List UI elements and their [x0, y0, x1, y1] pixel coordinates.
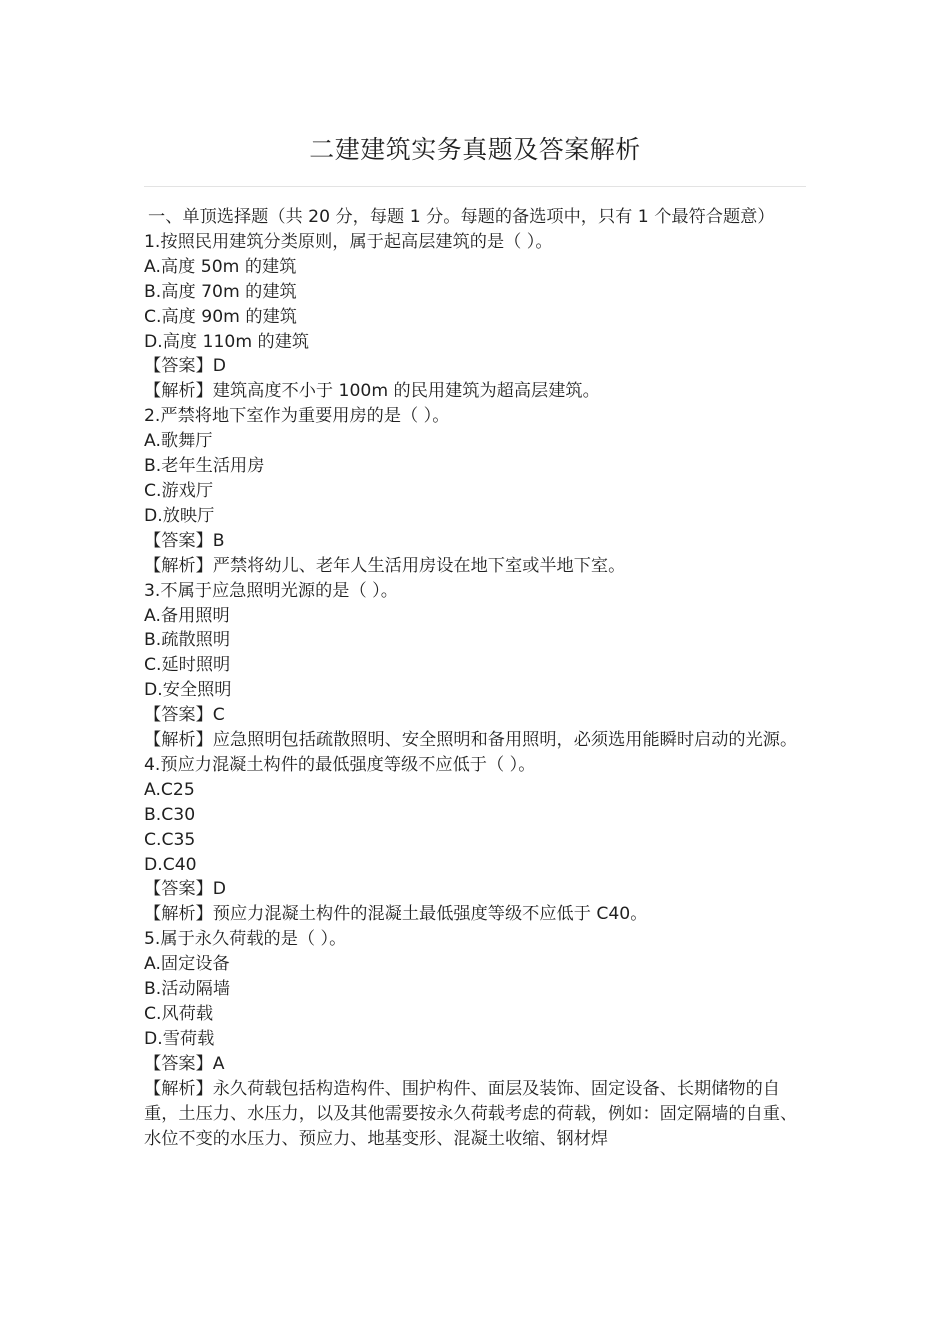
answer-line: 【答案】D — [144, 356, 226, 377]
explanation-line: 【解析】预应力混凝土构件的混凝土最低强度等级不应低于 C40。 — [144, 904, 648, 925]
question-2-stem: 2.严禁将地下室作为重要用房的是（ ）。 — [144, 406, 450, 427]
option-line: C.C35 — [144, 829, 196, 850]
option-line: C.高度 90m 的建筑 — [144, 306, 297, 327]
option-line: B.疏散照明 — [144, 630, 231, 651]
option-line: D.安全照明 — [144, 680, 232, 701]
option-line: A.C25 — [144, 779, 195, 800]
option-line: A.歌舞厅 — [144, 431, 213, 452]
answer-line: 【答案】A — [144, 1053, 225, 1074]
option-line: C.风荷载 — [144, 1004, 214, 1024]
option-line: B.C30 — [144, 804, 196, 825]
option-line: B.高度 70m 的建筑 — [144, 281, 297, 302]
option-line: D.雪荷载 — [144, 1028, 215, 1049]
option-line: D.C40 — [144, 854, 197, 875]
explanation-line: 【解析】严禁将幼儿、老年人生活用房设在地下室或半地下室。 — [144, 555, 626, 576]
option-line: D.高度 110m 的建筑 — [144, 331, 310, 352]
document-title: 二建建筑实务真题及答案解析 — [309, 135, 641, 164]
option-line: C.游戏厅 — [144, 480, 214, 501]
option-line: A.固定设备 — [144, 954, 230, 975]
title-divider — [144, 186, 806, 187]
option-line: B.活动隔墙 — [144, 979, 231, 1000]
option-line: C.延时照明 — [144, 655, 231, 676]
answer-line: 【答案】B — [144, 530, 225, 551]
option-line: A.高度 50m 的建筑 — [144, 256, 297, 277]
answer-line: 【答案】D — [144, 879, 226, 900]
question-4-stem: 4.预应力混凝土构件的最低强度等级不应低于（ ）。 — [144, 754, 536, 775]
option-line: B.老年生活用房 — [144, 456, 265, 477]
explanation-line: 【解析】建筑高度不小于 100m 的民用建筑为超高层建筑。 — [144, 381, 600, 402]
document-body — [144, 205, 808, 1151]
section-heading: 一、单顶选择题（共 20 分，每题 1 分。每题的备选项中，只有 1 个最符合题意） — [148, 207, 775, 227]
explanation-line: 【解析】应急照明包括疏散照明、安全照明和备用照明，必须选用能瞬时启动的光源。 — [144, 730, 798, 751]
answer-line: 【答案】C — [144, 705, 225, 726]
explanation-line: 【解析】永久荷载包括构造构件、围护构件、面层及装饰、固定设备、长期储物的自重，土压力、水压力，以及其他需要按永久荷载考虑的荷载，例如：固定隔墙的自重、水位不变的水压力、预应力、地基变形、混凝土收缩、钢材焊 — [144, 1078, 798, 1149]
option-line: A.备用照明 — [144, 605, 230, 626]
question-1-stem: 1.按照民用建筑分类原则，属于起高层建筑的是（ ）。 — [144, 231, 553, 252]
option-line: D.放映厅 — [144, 505, 215, 526]
question-3-stem: 3.不属于应急照明光源的是（ ）。 — [144, 580, 398, 601]
question-5-stem: 5.属于永久荷载的是（ ）。 — [144, 929, 347, 950]
